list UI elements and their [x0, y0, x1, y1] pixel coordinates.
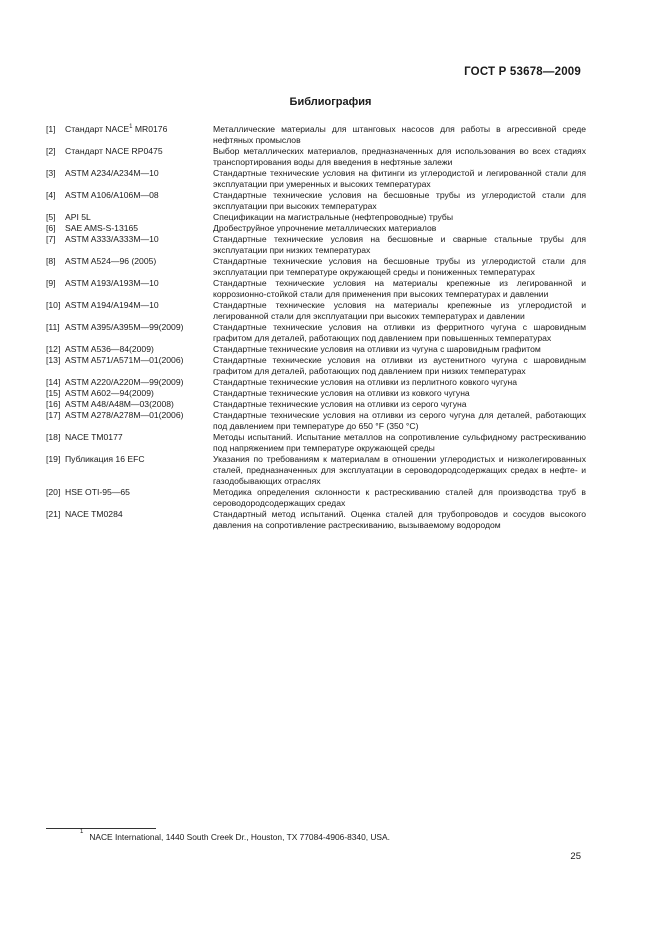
entry-source: ASTM A571/A571M—01(2006)	[65, 355, 184, 365]
entry-number: [5]	[46, 212, 56, 222]
entry-source: Стандарт NACE RP0475	[65, 146, 163, 156]
entry-number: [14]	[46, 377, 61, 387]
entry-source: ASTM A220/A220M—99(2009)	[65, 377, 184, 387]
entry-source: ASTM A194/A194M—10	[65, 300, 159, 310]
entry-description: Стандартный метод испытаний. Оценка сталей для трубопроводов и сосудов высокого давления на сопротивление растрескиванию, вызываемому водородом	[213, 509, 586, 530]
entry-description: Стандартные технические условия на отливки из аустенитного чугуна с шаровидным графитом для деталей, работающих под давлением при низких температурах	[213, 355, 586, 376]
list-item	[46, 487, 586, 509]
list-item	[46, 377, 586, 388]
list-item	[46, 256, 586, 278]
entry-description: Указания по требованиям к материалам в отношении углеродистых и низколегированных сталей, предназначенных для эксплуатации в сероводородсодержащих средах в нефте- и газодобывающих отраслях	[213, 454, 586, 486]
list-item	[46, 278, 586, 300]
list-item	[46, 410, 586, 432]
entry-description: Стандартные технические условия на отливки из ферритного чугуна с шаровидным графитом для деталей, работающих под давлением при повышенных температурах	[213, 322, 586, 343]
entry-description: Стандартные технические условия на отливки из серого чугуна	[213, 399, 467, 409]
entry-source: NACE TM0177	[65, 432, 123, 442]
entry-source: ASTM A524—96 (2005)	[65, 256, 157, 266]
list-item	[46, 146, 586, 168]
entry-number: [21]	[46, 509, 61, 519]
list-item	[46, 212, 586, 223]
entry-number: [7]	[46, 234, 56, 244]
entry-source: ASTM A48/A48M—03(2008)	[65, 399, 174, 409]
entry-source: NACE TM0284	[65, 509, 123, 519]
entry-source: ASTM A395/A395M—99(2009)	[65, 322, 184, 332]
entry-number: [3]	[46, 168, 56, 178]
entry-number: [4]	[46, 190, 56, 200]
list-item	[46, 322, 586, 344]
list-item	[46, 509, 586, 531]
footnote	[80, 829, 390, 842]
entry-source: ASTM A106/A106M—08	[65, 190, 159, 200]
entry-description: Стандартные технические условия на фитинги из углеродистой и легированной стали для эксплуатации при умеренных и высоких температурах	[213, 168, 586, 189]
document-id: ГОСТ Р 53678—2009	[464, 66, 581, 78]
page-number: 25	[570, 851, 581, 862]
entry-number: [16]	[46, 399, 61, 409]
list-item	[46, 344, 586, 355]
entry-description: Стандартные технические условия на материалы крепежные из легированной и коррозионно-стойкой стали для применения при высоких температурах и давлении	[213, 278, 586, 299]
list-item	[46, 388, 586, 399]
list-item	[46, 234, 586, 256]
entry-source: API 5L	[65, 212, 91, 222]
entry-description: Стандартные технические условия на бесшовные трубы из углеродистой стали для эксплуатации при высоких температурах	[213, 190, 586, 211]
entry-description: Стандартные технические условия на отливки из перлитного ковкого чугуна	[213, 377, 518, 387]
entry-description: Методика определения склонности к растрескиванию сталей для производства труб в сероводородсодержащих средах	[213, 487, 586, 508]
entry-source: ASTM A333/A333M—10	[65, 234, 159, 244]
bibliography-list	[46, 124, 586, 531]
entry-number: [11]	[46, 322, 60, 332]
entry-source: ASTM A278/A278M—01(2006)	[65, 410, 184, 420]
entry-number: [17]	[46, 410, 61, 420]
entry-source: ASTM A536—84(2009)	[65, 344, 154, 354]
entry-number: [19]	[46, 454, 61, 464]
list-item	[46, 432, 586, 454]
entry-number: [20]	[46, 487, 61, 497]
list-item	[46, 399, 586, 410]
entry-source: HSE OTI-95—65	[65, 487, 130, 497]
entry-description: Стандартные технические условия на отливки из ковкого чугуна	[213, 388, 470, 398]
entry-description: Стандартные технические условия на материалы крепежные из углеродистой и легированной стали для эксплуатации при высоких температурах и давлении	[213, 300, 586, 321]
list-item	[46, 300, 586, 322]
entry-description: Стандартные технические условия на бесшовные трубы из углеродистой стали для эксплуатации при температуре окружающей среды и пониженных температурах	[213, 256, 586, 277]
entry-number: [1]	[46, 124, 56, 134]
footnote-text: NACE International, 1440 South Creek Dr., Houston, TX 77084-4906-8340, USA.	[89, 832, 390, 842]
entry-number: [8]	[46, 256, 56, 266]
entry-number: [15]	[46, 388, 61, 398]
entry-description: Дробеструйное упрочнение металлических материалов	[213, 223, 437, 233]
page-title: Библиография	[289, 96, 372, 108]
list-item	[46, 223, 586, 234]
list-item	[46, 168, 586, 190]
entry-description: Спецификации на магистральные (нефтепроводные) трубы	[213, 212, 454, 222]
entry-description: Стандартные технические условия на отливки из серого чугуна для деталей, работающих под давлением при температуре до 650 °F (350 °C)	[213, 410, 586, 431]
entry-source: SAE AMS-S-13165	[65, 223, 139, 233]
entry-number: [2]	[46, 146, 56, 156]
entry-description: Стандартные технические условия на отливки из чугуна с шаровидным графитом	[213, 344, 541, 354]
entry-number: [13]	[46, 355, 61, 365]
entry-number: [6]	[46, 223, 56, 233]
list-item	[46, 190, 586, 212]
footnote-mark: 1	[80, 829, 84, 836]
entry-description: Методы испытаний. Испытание металлов на сопротивление сульфидному растрескиванию под напряжением при температуре окружающей среды	[213, 432, 586, 453]
entry-number: [10]	[46, 300, 61, 310]
entry-description: Металлические материалы для штанговых насосов для работы в агрессивной среде нефтяных промыслов	[213, 124, 586, 145]
footnote-divider	[46, 828, 156, 829]
list-item	[46, 454, 586, 487]
entry-source: ASTM A602—94(2009)	[65, 388, 154, 398]
entry-description: Выбор металлических материалов, предназначенных для использования во всех стадиях транспортирования воды для введения в нефтяные залежи	[213, 146, 586, 167]
entry-source: ASTM A193/A193M—10	[65, 278, 159, 288]
list-item	[46, 355, 586, 377]
entry-source: Публикация 16 EFC	[65, 454, 145, 464]
entry-source: Стандарт NACE$^1$ MR0176	[65, 124, 168, 134]
list-item	[46, 124, 586, 146]
entry-number: [12]	[46, 344, 61, 354]
entry-source: ASTM A234/A234M—10	[65, 168, 159, 178]
entry-number: [18]	[46, 432, 61, 442]
entry-number: [9]	[46, 278, 56, 288]
footnote-ref: 1	[129, 124, 133, 131]
entry-description: Стандартные технические условия на бесшовные и сварные стальные трубы для эксплуатации при низких температурах	[213, 234, 586, 255]
